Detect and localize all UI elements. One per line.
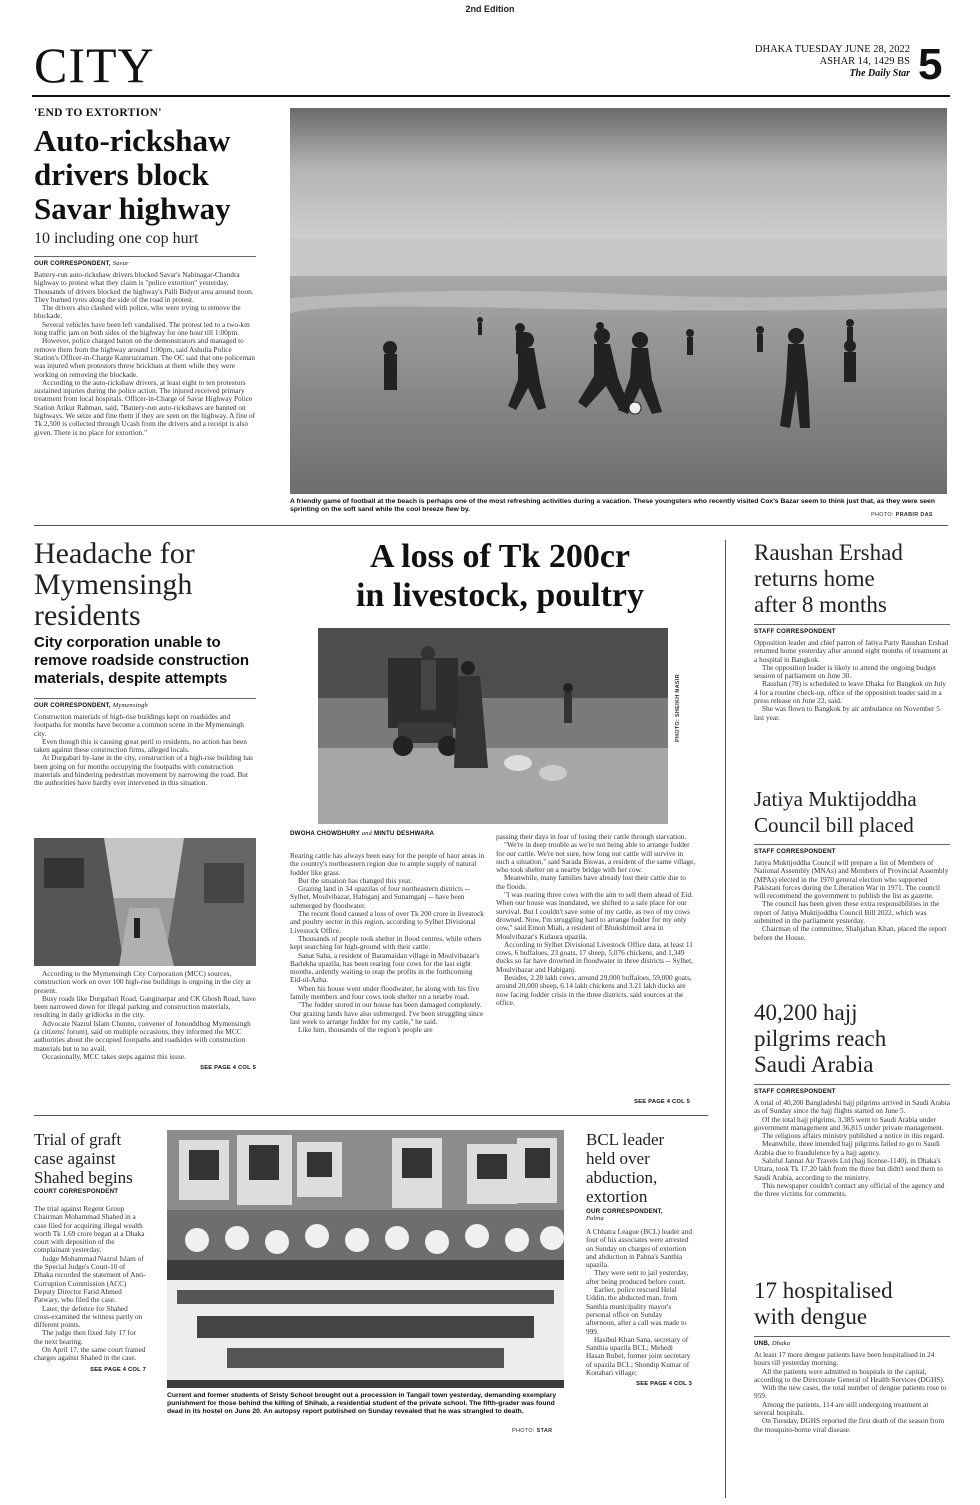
headline-line: Headache for: [34, 537, 195, 570]
flood-photo-image: [318, 628, 668, 824]
byline: COURT CORRESPONDENT: [34, 1188, 119, 1195]
story-body-top: [34, 713, 256, 788]
headline-line: returns home: [754, 566, 875, 591]
paragraph: Rearing cattle has always been easy for the people of haor areas in the country's northeastern region due to ample supply of natural fodder like grass.: [290, 851, 485, 877]
beach-photo-image: [290, 108, 947, 494]
paragraph: The opposition leader is likely to attend the ongoing budget session of parliament on June 30.: [754, 662, 937, 681]
headline-line: after 8 months: [754, 592, 887, 617]
byline: STAFF CORRESPONDENT: [754, 844, 950, 855]
procession-photo-caption: Current and former students of Sristy School brought out a procession in Tangail town yesterday, demanding exemplary punishment for those behind the killing of Shihab, a residential student of the private school. The fifth-grader was found dead in its hostel on June 20. An autopsy report published on Sunday revealed that he was strangled to death.: [167, 1392, 557, 1416]
paragraph: A Chhatra League (BCL) leader and four of his associates were arrested on Sunday on charges of extortion and abduction in Pabna's Santhia upazila.: [586, 1227, 692, 1270]
headline-line: Savar highway: [34, 191, 231, 226]
headline-line: in livestock, poultry: [355, 577, 645, 614]
byline: [586, 1208, 692, 1222]
paragraph: Sanat Saha, a resident of Baramaidan village in Moulvibazar's Barlekha upazila, has been rearing four cows for the last eight months, ardently waiting to reap the profits in the forthcoming Eid-ul-Azha.: [290, 950, 480, 985]
story-mymensingh: [34, 538, 256, 788]
paragraph: Among the patients, 114 are still undergoing treatment at several hospitals.: [754, 1399, 929, 1418]
paragraph: Chairman of the committee, Shahjahan Khan, placed the report before the House.: [754, 924, 947, 942]
row-divider: [34, 1115, 708, 1116]
paragraph: They were sent to jail yesterday, after being produced before court.: [586, 1268, 689, 1286]
story-body: [754, 639, 950, 722]
story-mymensingh-continued: [34, 970, 256, 1071]
paragraph: However, police charged baton on the demonstrators and managed to remove them from the highway around 1:00pm, said Ashulia Police Station's Officer-in-Charge Kamruzzaman. The OC said that one policeman was injured when protestors threw brickbats at them while they were working on removing the blockade.: [34, 336, 256, 379]
procession-photo: [167, 1130, 564, 1388]
bangla-date: ASHAR 14, 1429 BS: [819, 56, 910, 67]
headline: [754, 540, 950, 618]
paragraph: Earlier, police rescued Helal Uddin, the abducted man, from Santhia municipality mayor's personal office on Sunday afternoon, after a call was made to 999.: [586, 1285, 687, 1336]
date-line: DHAKA TUESDAY JUNE 28, 2022: [754, 44, 910, 55]
paragraph: The council has been given these extra responsibilities in the report of Jatiya Muktijoddha Council Bill 2022, which was submitted in the parliament yesterday.: [754, 899, 940, 926]
masthead-rule: [32, 95, 950, 97]
byline-name: MINTU DESHWARA: [374, 830, 435, 837]
paragraph: With the new cases, the total number of dengue patients rose to 959.: [754, 1383, 947, 1401]
column-divider: [725, 540, 726, 1498]
paragraph: Later, the defence for Shahed cross-examined the witness partly on different points.: [34, 1303, 143, 1330]
headline: [290, 537, 710, 615]
dateline: Savar: [112, 260, 129, 267]
byline: STAFF CORRESPONDENT: [754, 624, 950, 635]
paragraph: Construction materials of high-rise buildings kept on roadsides and footpaths for months have become a common scene in the Mymensingh city.: [34, 712, 244, 738]
byline: [754, 1336, 950, 1347]
story-body: [34, 271, 256, 437]
credit-label: PHOTO:: [871, 512, 894, 518]
paragraph: According to the Mymensingh City Corporation (MCC) sources, construction work on over 100 high-rise buildings is ongoing in the city at present.: [34, 969, 251, 995]
paragraph: "I was rearing three cows with the aim to sell them ahead of Eid. When our house was inundated, we shifted to a safe place for our survival. But I couldn't save some of my cattle, as two of my cows drowned. Now, I'm struggling hard to arrange fodder for my only cow," said Emon Miah, a resident of Bhukshimoil area in Moulvibazar's Kulaura upazila.: [496, 890, 693, 941]
story-shahed: [34, 1130, 146, 1373]
story-body-col-2: [496, 833, 696, 1007]
story-savar: [34, 107, 256, 437]
dateline: Mymensingh: [112, 702, 148, 709]
paragraph: On Tuesday, DGHS reported the first death of the season from the mosquito-borne viral disease.: [754, 1416, 945, 1434]
byline: [34, 256, 256, 267]
paragraph: The religious affairs ministry published a notice in this regard.: [762, 1131, 945, 1141]
byline: [34, 698, 256, 709]
flood-livestock-photo: [318, 628, 668, 824]
headline-line: abduction,: [586, 1168, 658, 1187]
paragraph: At least 17 more dengue patients have been hospitalised in 24 hours till yesterday morning.: [754, 1350, 935, 1368]
paragraph: Battery-run auto-rickshaw drivers blocked Savar's Nabinagar-Chandra highway to protest what they claim is "police extortion" yesterday. Thousands of drivers blocked the highway's Palli Bidyut area around noon. They burned tyres along the side of the road in protest.: [34, 270, 254, 304]
paragraph: "We're in deep trouble as we're not being able to arrange fodder for our cattle. We're not sure, how long our cattle will survive in such a situation," said Sarada Biswas, a resident of the same village, who took shelter on a nearby bridge with her cow.: [496, 840, 696, 875]
paper-name: The Daily Star: [849, 68, 910, 79]
flood-photo-credit: PHOTO: SHEIKH NASIR: [675, 674, 681, 742]
paragraph: Hasibul Khan Sana, secretary of Santhia upazila BCL; Mehedi Hasan Rubel, former joint secretary of upazila BCL; Shondip Kumar of Konabari village;: [586, 1334, 691, 1378]
headline-line: held over: [586, 1149, 650, 1168]
paragraph: Like him, thousands of the region's people are: [298, 1025, 433, 1035]
see-page-link[interactable]: SEE PAGE 4 COL 7: [90, 1366, 146, 1373]
story-body: [754, 1099, 950, 1199]
procession-photo-credit: [512, 1428, 552, 1434]
story-body: [754, 1351, 950, 1434]
paragraph: On April 17, the same court framed charges against Shahed in the case.: [34, 1345, 146, 1363]
byline-name: DWOHA CHOWDHURY: [290, 830, 360, 837]
date-block: [755, 44, 910, 80]
headline-line: case against: [34, 1149, 116, 1168]
paragraph: This newspaper couldn't contact any official of the agency and the three victims for comments.: [754, 1180, 945, 1199]
headline: [34, 538, 256, 631]
paragraph: Jatiya Muktijoddha Council will prepare a list of Members of National Assembly (MNAs) and Members of Provincial Assembly (MPAs) elected in the 1970 general election who supported Pakistani forces during the Liberation War in 1971. The council will recommend the government to publish the list as gazette.: [754, 858, 949, 901]
paragraph: Besides, 2.28 lakh cows, around 29,000 buffaloes, 59,000 goats, around 20,000 sheep, 6.14 lakh chickens and 3.21 lakh ducks are now facing fodder crisis in the three districts, said sources at the office.: [496, 973, 692, 1007]
paragraph: The recent flood caused a loss of over Tk 200 crore in livestock and poultry sector in this region, according to Sylhet Divisional Livestock Office.: [290, 909, 484, 935]
beach-photo-credit: [871, 512, 933, 518]
dateline: Pabna: [586, 1215, 604, 1222]
byline-name: OUR CORRESPONDENT,: [34, 702, 111, 709]
story-bcl: [586, 1130, 692, 1387]
byline-name: OUR CORRESPONDENT,: [34, 260, 111, 267]
headline-line: drivers block: [34, 157, 209, 192]
edition-label: 2nd Edition: [465, 4, 515, 14]
story-body-bottom: [34, 970, 256, 1061]
construction-photo-image: [34, 838, 256, 966]
story-livestock: [290, 537, 710, 615]
headline-line: Shahed begins: [34, 1168, 133, 1187]
headline-line: Auto-rickshaw: [34, 123, 231, 158]
headline-line: 17 hospitalised: [754, 1278, 893, 1303]
headline: [754, 1278, 950, 1330]
deck: 10 including one cop hurt: [34, 230, 199, 247]
headline: [754, 1000, 950, 1078]
paragraph: Even though this is causing great peril to residents, no action has been taken against these construction firms, alleged locals.: [34, 736, 247, 755]
byline: [290, 830, 484, 837]
paragraph: A total of 40,200 Bangladeshi hajj pilgrims arrived in Saudi Arabia as of Sunday since the hajj flights started on June 5.: [754, 1098, 950, 1116]
paragraph: Advocate Nazrul Islam Chunnu, convener of Jonouddhog Mymensingh (a citizens' forum), said on multiple occasions, they informed the MCC authorities about the occupied footpaths and roadsides with construction materials but to no avail.: [34, 1018, 251, 1053]
procession-photo-image: [167, 1130, 564, 1388]
beach-photo-caption: A friendly game of football at the beach is perhaps one of the most refreshing activities during a vacation. These youngsters who recently visited Cox's Bazar seem to think just that, as they were seen sprinting on the soft sand while the cool breeze flew by.: [290, 498, 935, 514]
byline-and: and: [361, 830, 373, 837]
story-body: [754, 859, 950, 942]
headline: [34, 1130, 146, 1187]
row-divider: [34, 525, 948, 526]
byline-name: UNB,: [754, 1340, 770, 1347]
headline-line: Council bill placed: [754, 813, 914, 837]
paragraph: But the situation has changed this year.: [298, 875, 413, 885]
paragraph: Raushan (78) is scheduled to leave Dhaka for Bangkok on July 4 for a routine check-up, office of the opposition leader said in a press release on June 22, said.: [754, 679, 947, 706]
paragraph: Thousands of people took shelter in flood centres, while others kept searching for high-ground with their cattle.: [290, 933, 482, 952]
paragraph: Meanwhile, many families have already lost their cattle due to the floods.: [496, 873, 686, 891]
headline-line: A loss of Tk 200cr: [369, 538, 631, 575]
paragraph: According to the auto-rickshaw drivers, at least eight to ten protestors sustained injuries during the police action. The injured received primary treatment from local hospitals. Officer-in-Charge of Savar Highway Police Station Atikur Rahman, said, "Battery-run auto-rickshaws are banned on highways. We seize and fine them if they are seen on the highway. A fine of Tk 2,500 is collected through Ucash from the drivers and a receipt is also given. There is no place for extortion.": [34, 377, 256, 437]
story-body: [34, 1205, 146, 1363]
paragraph: "The fodder stored in our house has been damaged completely. Our grazing lands have also submerged. I've been struggling since last week to arrange fodder for my cattle," he said.: [290, 1000, 484, 1026]
paragraph: The drivers also clashed with police, who were trying to remove the blockade.: [34, 303, 241, 321]
paragraph: Occasionally, MCC takes steps against this issue.: [42, 1051, 186, 1061]
paragraph: Judge Mohammad Nazrul Islam of the Special Judge's Court-10 of Dhaka recorded the statement of Anti-Corruption Commission (ACC) Deputy Director Farid Ahmed Patwary, who filed the case.: [34, 1253, 146, 1305]
paragraph: According to Sylhet Divisional Livestock Office data, at least 11 cows, 6 buffaloes, 23 goats, 17 sheep, 5,076 chickens, and 1,349 ducks so far have drowned in floodwater in three districts -- Sylhet, Moulvibazar and Habiganj.: [496, 939, 693, 974]
story-dengue: [754, 1278, 950, 1434]
page-number: 5: [918, 40, 943, 89]
beach-football-photo: [290, 108, 947, 494]
headline: [754, 786, 950, 838]
story-livestock-body: [290, 830, 710, 1035]
credit-label: PHOTO:: [512, 1428, 535, 1434]
byline-name: OUR CORRESPONDENT,: [586, 1208, 663, 1215]
headline-line: Jatiya Muktijoddha: [754, 787, 917, 811]
paragraph: The judge then fixed July 17 for the next hearing.: [34, 1328, 137, 1346]
paragraph: The trial against Regent Group Chairman Mohammad Shahed in a case filed for acquiring illegal wealth worth Tk 1.69 crore began at a Dhaka court with deposition of the complainant yesterday.: [34, 1204, 145, 1255]
headline-line: pilgrims reach: [754, 1026, 887, 1051]
headline-line: residents: [34, 599, 141, 632]
paragraph: Sabiful Jannat Air Travels Ltd (hajj license-1140), in Dhaka's Uttara, took Tk 17.20 lakh from the three but didn't send them to Saudi Arabia, according to the ministry.: [754, 1156, 943, 1182]
paragraph: Busy roads like Durgabari Road, Ganginarpar and CK Ghosh Road, have been narrowed down for illegal parking and construction materials, resulting in daily gridlocks in the city.: [34, 993, 256, 1020]
dateline: Dhaka: [771, 1340, 791, 1347]
headline-line: Raushan Ershad: [754, 540, 903, 565]
headline: [34, 124, 256, 226]
headline-line: Mymensingh: [34, 568, 193, 601]
paragraph: Grazing land in 34 upazilas of four northeastern districts -- Sylhet, Moulvibazar, Habiganj and Sunamganj -- have been submerged by floodwater.: [290, 884, 470, 910]
section-title: CITY: [34, 37, 155, 93]
story-raushan: [754, 540, 950, 722]
headline-line: BCL leader: [586, 1130, 665, 1149]
story-body-col-1: [290, 852, 486, 1035]
see-page-link[interactable]: SEE PAGE 4 COL 5: [634, 1099, 690, 1105]
byline: STAFF CORRESPONDENT: [754, 1084, 950, 1095]
paragraph: Meanwhile, three intended hajj pilgrims failed to go to Saudi Arabia due to fraudulence by a hajj agency.: [754, 1139, 940, 1157]
paragraph: Opposition leader and chief patron of Jatiya Party Raushan Ershad returned home yesterday after around eight months of treatment at a hospital in Bangkok.: [754, 638, 949, 664]
paragraph: At Durgabari by-lane in the city, construction of a high-rise building has been going on for months occupying the footpaths with construction materials and hindering pedestrian movement by narrowing the road. But the authorities have hardly ever intervened in this situation.: [34, 753, 253, 788]
story-body: [586, 1228, 692, 1377]
paragraph: She was flown to Bangkok by air ambulance on November 5 last year.: [754, 704, 940, 722]
story-hajj: [754, 1000, 950, 1199]
paragraph: Several vehicles have been left vandalised. The protest led to a two-km long traffic jam on both sides of the highway for one hour till 1:00pm.: [34, 319, 250, 338]
paragraph: Of the total hajj pilgrims, 3,385 went to Saudi Arabia under government management and 36,815 under private management.: [754, 1114, 944, 1132]
paragraph: When his house went under floodwater, he along with his five family members and four cows took shelter on a nearby road.: [290, 983, 480, 1002]
headline-line: Trial of graft: [34, 1130, 122, 1149]
see-page-link[interactable]: SEE PAGE 4 COL 5: [200, 1065, 256, 1072]
story-muktijoddha: [754, 786, 950, 942]
headline: [586, 1130, 692, 1206]
paragraph: All the patients were admitted to hospitals in the capital, according to the Directorate General of Health Services (DGHS).: [754, 1366, 945, 1384]
paragraph: passing their days in fear of losing their cattle through starvation.: [496, 832, 687, 841]
headline-line: Saudi Arabia: [754, 1052, 874, 1077]
construction-lane-photo: [34, 838, 256, 966]
credit-name: STAR: [536, 1428, 553, 1434]
kicker: 'END TO EXTORTION': [34, 107, 162, 119]
headline-line: extortion: [586, 1187, 648, 1206]
deck: City corporation unable to remove roadside construction materials, despite attempts: [34, 634, 250, 687]
credit-name: PRABIR DAS: [895, 512, 933, 518]
see-page-link[interactable]: SEE PAGE 4 COL 3: [636, 1381, 692, 1388]
headline-line: 40,200 hajj: [754, 1000, 858, 1025]
headline-line: with dengue: [754, 1304, 868, 1329]
